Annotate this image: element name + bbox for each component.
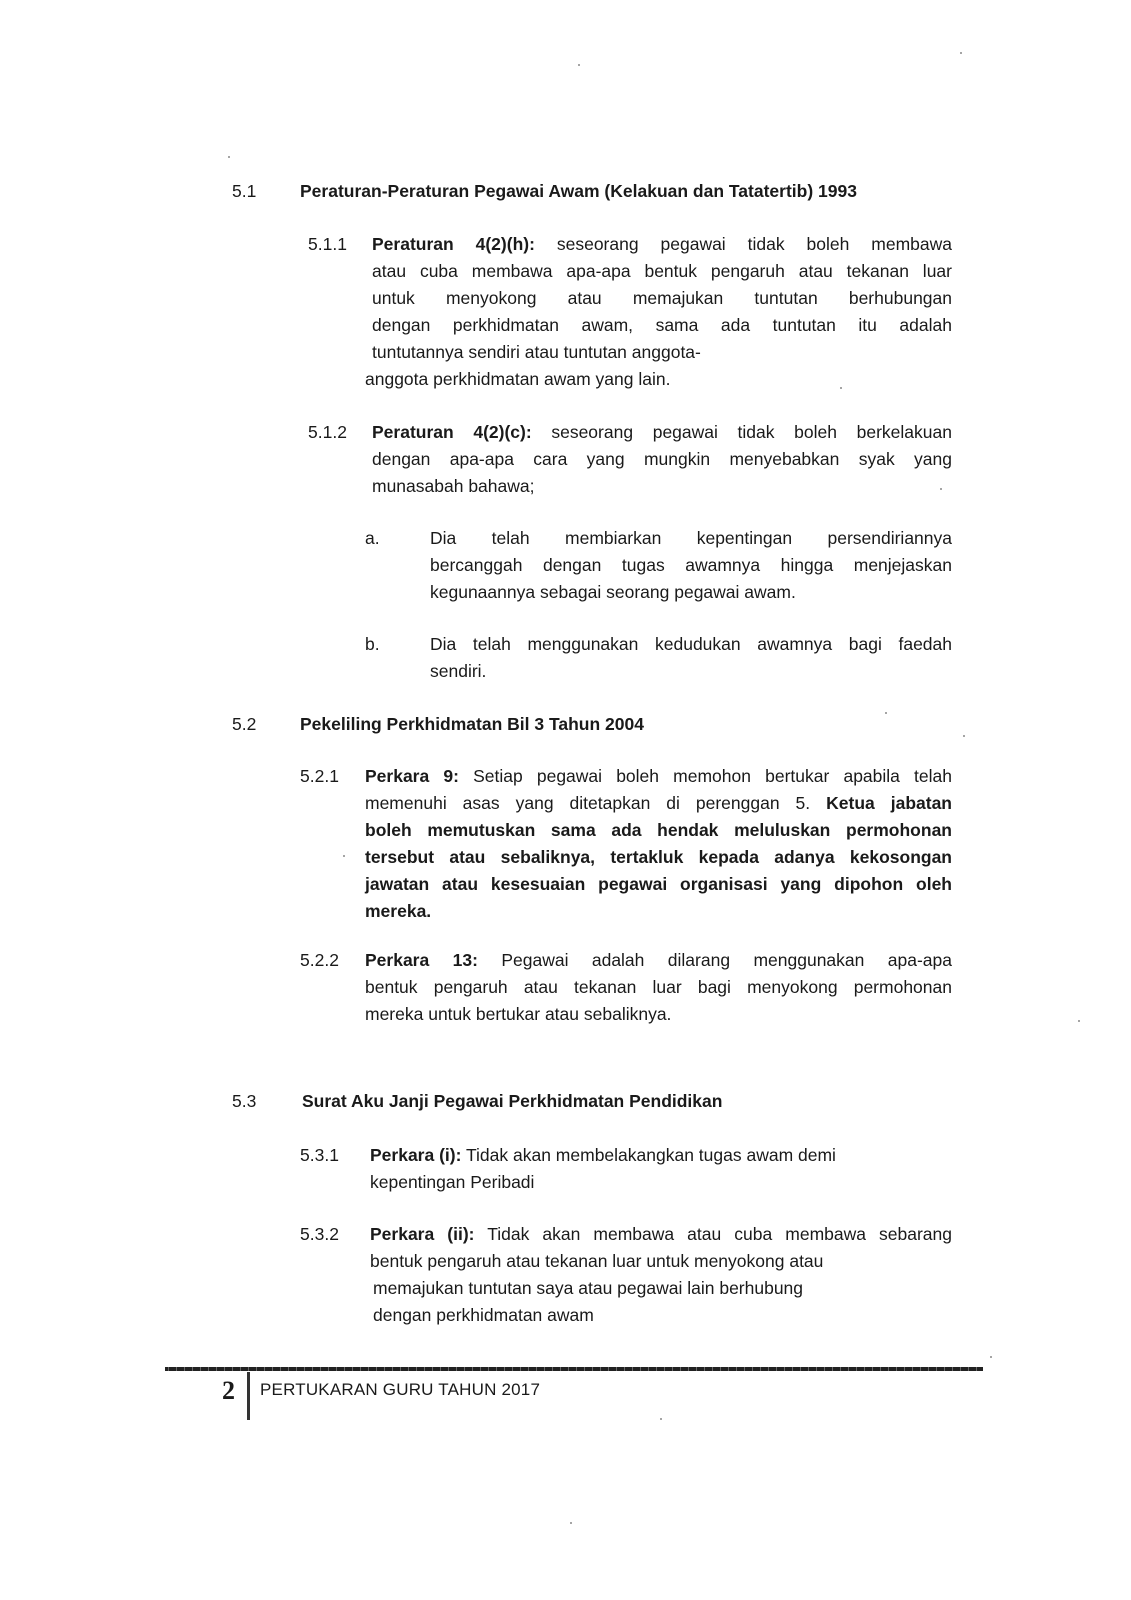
paragraph-5-3-1: [370, 1142, 952, 1196]
paragraph-line: sendiri.: [430, 661, 487, 681]
rule-reference: Perkara (ii):: [370, 1224, 475, 1244]
text-span: memenuhi asas yang ditetapkan di perenggan 5.: [365, 793, 811, 813]
text-span: seseorang pegawai tidak boleh membawa: [556, 234, 952, 254]
subsection-number-5-1-1: 5.1.1: [308, 234, 347, 254]
footer-title: PERTUKARAN GURU TAHUN 2017: [260, 1380, 541, 1399]
paragraph-line: dengan perkhidmatan awam, sama ada tuntutan itu adalah: [372, 315, 952, 335]
text-span: Setiap pegawai boleh memohon bertukar apabila telah: [473, 766, 952, 786]
paragraph-line: dengan apa-apa cara yang mungkin menyebabkan syak yang: [372, 449, 952, 469]
page-number: 2: [222, 1376, 235, 1405]
rule-reference: Perkara (i):: [370, 1145, 462, 1165]
section-title-5-1: Peraturan-Peraturan Pegawai Awam (Kelakuan dan Tatatertib) 1993: [300, 181, 857, 201]
list-item-letter: b.: [365, 634, 380, 654]
paragraph-line: Dia telah menggunakan kedudukan awamnya bagi faedah: [430, 634, 952, 654]
paragraph-line: atau cuba membawa apa-apa bentuk pengaruh atau tekanan luar: [372, 261, 952, 281]
paragraph-5-3-2: [370, 1221, 952, 1329]
subsection-number-5-1-2: 5.1.2: [308, 422, 347, 442]
paragraph-line: [365, 947, 952, 974]
paragraph-line: bentuk pengaruh atau tekanan luar untuk menyokong atau: [370, 1251, 824, 1271]
paragraph-line: tersebut atau sebaliknya, tertakluk kepada adanya kekosongan: [365, 847, 952, 867]
paragraph-line: kegunaannya sebagai seorang pegawai awam.: [430, 582, 796, 602]
paragraph-line: munasabah bahawa;: [372, 476, 535, 496]
paragraph-line: [372, 419, 952, 446]
scan-speck: [1078, 1020, 1080, 1022]
scan-speck: [885, 712, 887, 714]
section-number-5-3: 5.3: [232, 1091, 257, 1111]
paragraph-line: [370, 1221, 952, 1248]
section-number-5-2: 5.2: [232, 714, 257, 734]
paragraph-line: mereka untuk bertukar atau sebaliknya.: [365, 1004, 672, 1024]
paragraph-line: tuntutannya sendiri atau tuntutan anggota-: [372, 342, 701, 362]
paragraph-5-2-2: [365, 947, 952, 1028]
paragraph-line: Dia telah membiarkan kepentingan persendiriannya: [430, 528, 952, 548]
paragraph-5-1-2: [372, 419, 952, 500]
list-item-text: [430, 525, 952, 606]
scan-speck: [660, 1418, 662, 1420]
scan-speck: [228, 156, 230, 158]
paragraph-5-2-1: [365, 763, 952, 925]
footer-divider: [165, 1367, 983, 1371]
text-span: Tidak akan membawa atau cuba membawa sebarang: [487, 1224, 953, 1244]
paragraph-line: [365, 790, 952, 817]
paragraph-line: [372, 231, 952, 258]
rule-reference: Perkara 9:: [365, 766, 459, 786]
subsection-number-5-2-2: 5.2.2: [300, 950, 339, 970]
paragraph-line: memajukan tuntutan saya atau pegawai lain berhubung: [373, 1278, 804, 1298]
paragraph-line: dengan perkhidmatan awam: [373, 1305, 594, 1325]
rule-reference: Perkara 13:: [365, 950, 478, 970]
paragraph-line: mereka.: [365, 901, 432, 921]
scan-speck: [570, 1522, 572, 1524]
paragraph-line: kepentingan Peribadi: [370, 1172, 535, 1192]
scan-speck: [940, 488, 942, 490]
paragraph-line: [365, 763, 952, 790]
subsection-number-5-3-2: 5.3.2: [300, 1224, 339, 1244]
bold-text-span: Ketua jabatan: [826, 793, 952, 813]
subsection-number-5-3-1: 5.3.1: [300, 1145, 339, 1165]
rule-reference: Peraturan 4(2)(h):: [372, 234, 535, 254]
paragraph-line: boleh memutuskan sama ada hendak meluluskan permohonan: [365, 820, 952, 840]
text-span: seseorang pegawai tidak boleh berkelakuan: [551, 422, 952, 442]
section-title-5-2: Pekeliling Perkhidmatan Bil 3 Tahun 2004: [300, 714, 644, 734]
scan-speck: [343, 855, 345, 857]
rule-reference: Peraturan 4(2)(c):: [372, 422, 532, 442]
paragraph-5-1-1: [372, 231, 952, 366]
paragraph-line: bercanggah dengan tugas awamnya hingga menjejaskan: [430, 555, 952, 575]
scan-speck: [963, 735, 965, 737]
scan-speck: [990, 1356, 992, 1358]
footer-vertical-bar: [247, 1372, 250, 1420]
text-span: Pegawai adalah dilarang menggunakan apa-apa: [501, 950, 952, 970]
scan-speck: [578, 64, 580, 66]
paragraph-line: bentuk pengaruh atau tekanan luar bagi menyokong permohonan: [365, 977, 952, 997]
paragraph-line: jawatan atau kesesuaian pegawai organisasi yang dipohon oleh: [365, 874, 952, 894]
scan-speck: [840, 387, 842, 389]
list-item-text: [430, 631, 952, 685]
list-item-letter: a.: [365, 528, 380, 548]
paragraph-line: untuk menyokong atau memajukan tuntutan berhubungan: [372, 288, 952, 308]
subsection-number-5-2-1: 5.2.1: [300, 766, 339, 786]
section-title-5-3: Surat Aku Janji Pegawai Perkhidmatan Pendidikan: [302, 1091, 723, 1111]
section-number-5-1: 5.1: [232, 181, 257, 201]
scan-speck: [960, 52, 962, 54]
paragraph-line: [370, 1142, 952, 1169]
paragraph-line-outdent: anggota perkhidmatan awam yang lain.: [365, 369, 671, 389]
text-span: Tidak akan membelakangkan tugas awam demi: [465, 1145, 836, 1165]
